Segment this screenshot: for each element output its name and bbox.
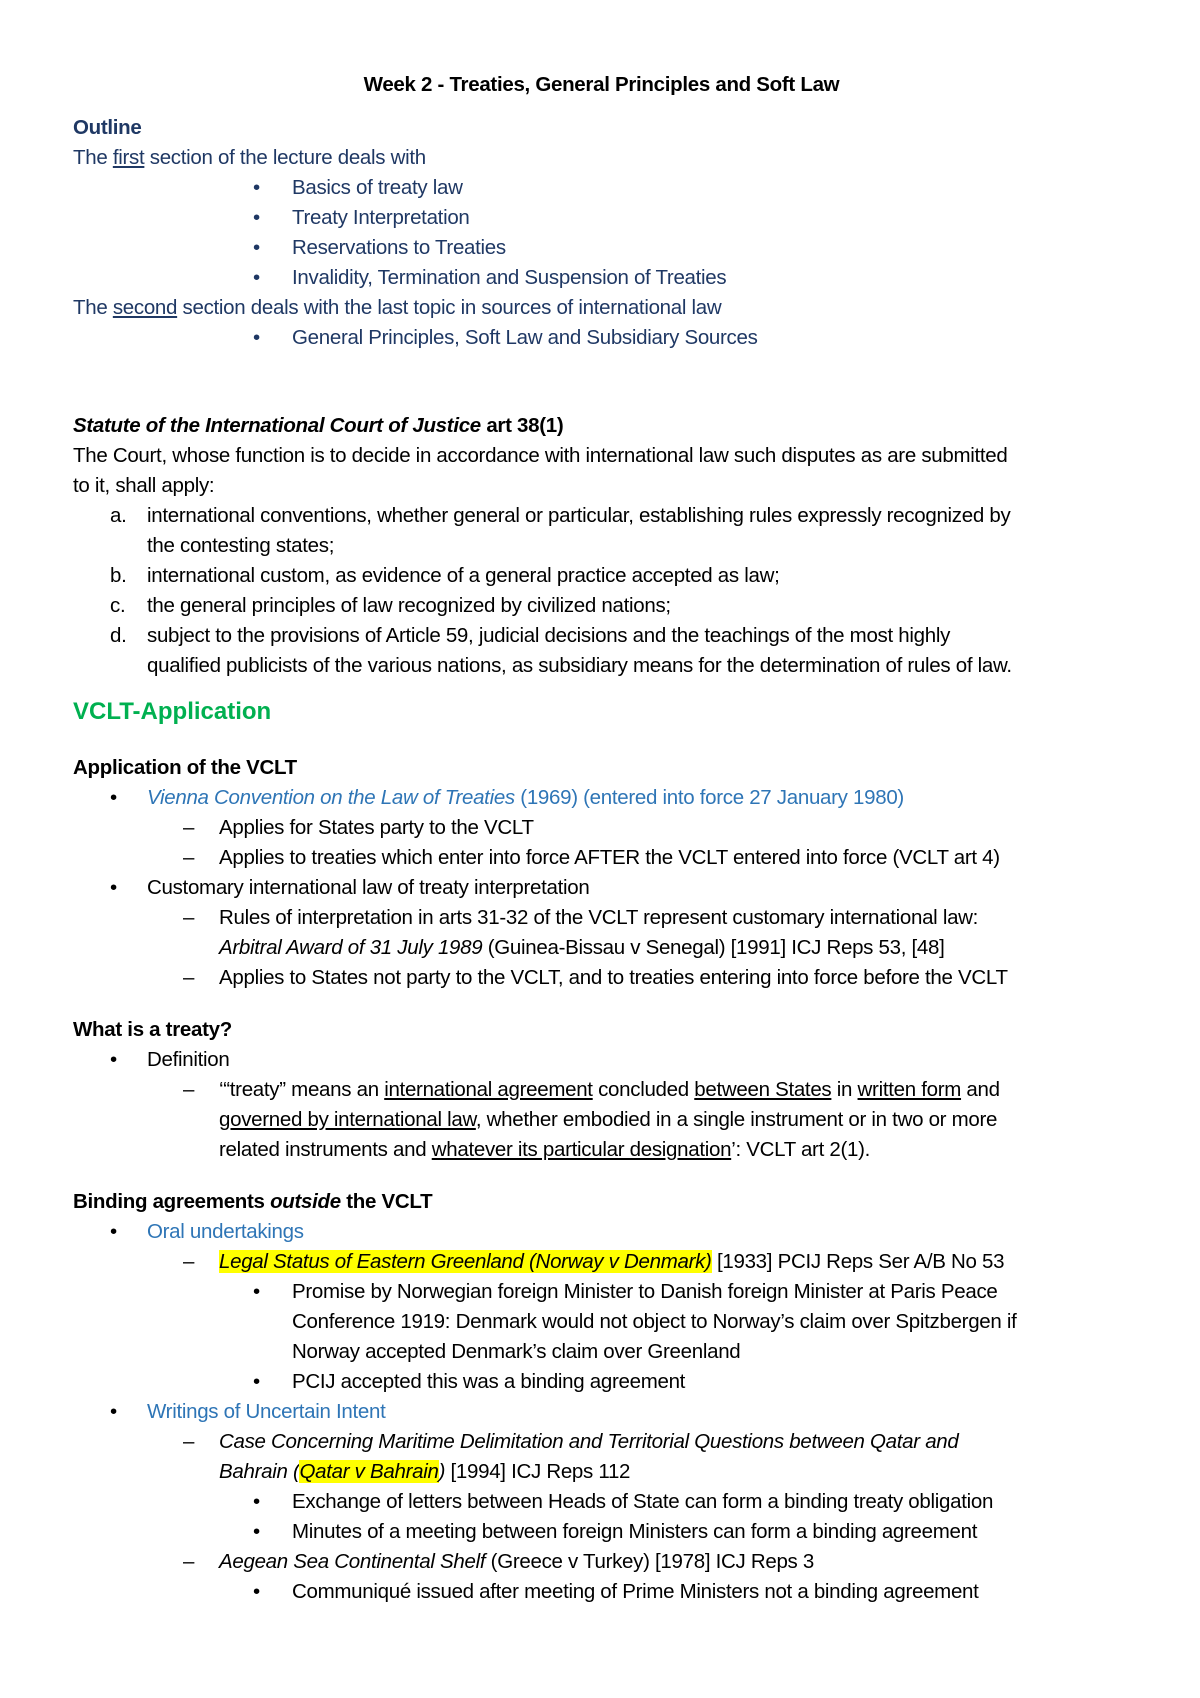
spacer [73, 353, 1130, 411]
text: The [73, 296, 113, 319]
text: General Principles, Soft Law and Subsidiary Sources [292, 326, 758, 349]
list-item-continuation [73, 933, 1130, 963]
list-item-continuation: Norway accepted Denmark’s claim over Greenland [292, 1340, 741, 1363]
text: Applies to States not party to the VCLT, and to treaties entering into force before the VCLT [219, 966, 1008, 989]
treaty-heading: What is a treaty? [73, 1018, 232, 1041]
text: Promise by Norwegian foreign Minister to Danish foreign Minister at Paris Peace [292, 1280, 998, 1303]
list-item [73, 561, 1130, 591]
list-item [73, 903, 1130, 933]
text: concluded [592, 1078, 695, 1101]
list-item-continuation: the contesting states; [147, 534, 335, 557]
dash-icon: – [183, 966, 195, 989]
list-item [73, 1217, 1130, 1247]
list-item [73, 263, 1130, 293]
text: Applies for States party to the VCLT [219, 816, 534, 839]
text: Statute of the International Court of Justice [73, 414, 481, 437]
statute-heading [73, 411, 1130, 441]
bullet-icon: • [253, 176, 260, 199]
list-marker: b. [110, 564, 127, 587]
text: Reservations to Treaties [292, 236, 506, 259]
dash-icon: – [183, 1250, 195, 1273]
highlighted-case-name: Legal Status of Eastern Greenland (Norway v Denmark) [219, 1250, 712, 1273]
bullet-icon: • [110, 1048, 117, 1071]
text: ‘“treaty” means an [219, 1078, 385, 1101]
bullet-icon: • [253, 236, 260, 259]
text: subject to the provisions of Article 59, judicial decisions and the teachings of the most highly [147, 624, 951, 647]
dash-icon: – [183, 1550, 195, 1573]
text: Rules of interpretation in arts 31-32 of the VCLT represent customary international law: [219, 906, 979, 929]
bullet-icon: • [110, 876, 117, 899]
text: second [112, 296, 178, 319]
text: Invalidity, Termination and Suspension of Treaties [292, 266, 727, 289]
dash-icon: – [183, 846, 195, 869]
list-item-continuation [73, 1105, 1130, 1135]
text: (1969) (entered into force 27 January 1980) [514, 786, 904, 809]
bullet-icon: • [110, 1400, 117, 1423]
text: whatever its particular designation [431, 1138, 732, 1161]
statute-intro: to it, shall apply: [73, 474, 215, 497]
list-item [73, 1277, 1130, 1307]
document-title: Week 2 - Treaties, General Principles and Soft Law [363, 73, 840, 96]
list-item-continuation [73, 1135, 1130, 1165]
text: international conventions, whether general or particular, establishing rules expressly recognized by [147, 504, 1011, 527]
text: (Greece v Turkey) [1978] ICJ Reps 3 [485, 1550, 815, 1573]
text: Vienna Convention on the Law of Treaties [147, 786, 515, 809]
list-item [73, 873, 1130, 903]
text: Minutes of a meeting between foreign Ministers can form a binding agreement [292, 1520, 978, 1543]
text: Binding agreements [73, 1190, 271, 1213]
list-item [73, 813, 1130, 843]
bullet-icon: • [253, 1280, 260, 1303]
list-item [73, 1577, 1130, 1607]
dash-icon: – [183, 1078, 195, 1101]
list-item [73, 1517, 1130, 1547]
text: related instruments and [219, 1138, 432, 1161]
text: PCIJ accepted this was a binding agreement [292, 1370, 686, 1393]
list-item [73, 1397, 1130, 1427]
list-item [73, 1367, 1130, 1397]
text: Communiqué issued after meeting of Prime Ministers not a binding agreement [292, 1580, 979, 1603]
outline-heading: Outline [73, 116, 142, 139]
text: in [831, 1078, 858, 1101]
outline-first-list [73, 173, 1130, 293]
list-item [73, 1427, 1130, 1457]
text: section deals with the last topic in sources of international law [177, 296, 722, 319]
text: section of the lecture deals with [144, 146, 426, 169]
text: [1933] PCIJ Reps Ser A/B No 53 [711, 1250, 1005, 1273]
bullet-icon: • [253, 206, 260, 229]
list-item-continuation [73, 1457, 1130, 1487]
text: Oral undertakings [147, 1220, 304, 1243]
text: Basics of treaty law [292, 176, 463, 199]
bullet-icon: • [253, 1490, 260, 1513]
outline-second-intro [73, 293, 1130, 323]
list-item [73, 1487, 1130, 1517]
text: outside [270, 1190, 341, 1213]
list-item [73, 203, 1130, 233]
text: Exchange of letters between Heads of State can form a binding treaty obligation [292, 1490, 994, 1513]
vclt-heading: VCLT-Application [73, 698, 272, 725]
text: art 38(1) [480, 414, 564, 437]
text: the VCLT [340, 1190, 433, 1213]
text: first [112, 146, 145, 169]
text: Arbitral Award of 31 July 1989 [219, 936, 483, 959]
bullet-icon: • [253, 326, 260, 349]
text: The [73, 146, 113, 169]
list-marker: d. [110, 624, 127, 647]
text: ) [438, 1460, 446, 1483]
list-item-continuation: qualified publicists of the various nations, as subsidiary means for the determination of rules of law. [147, 654, 1012, 677]
dash-icon: – [183, 1430, 195, 1453]
vclt-subheading: Application of the VCLT [73, 756, 297, 779]
highlighted-case-name: Qatar v Bahrain [299, 1460, 439, 1483]
list-item [73, 233, 1130, 263]
list-item [73, 501, 1130, 531]
text: Case Concerning Maritime Delimitation and Territorial Questions between Qatar and [219, 1430, 959, 1453]
bullet-icon: • [253, 266, 260, 289]
spacer [73, 993, 1130, 1015]
statute-list [73, 501, 1130, 681]
text: Aegean Sea Continental Shelf [219, 1550, 486, 1573]
text: Treaty Interpretation [292, 206, 470, 229]
list-item [73, 963, 1130, 993]
text: the general principles of law recognized by civilized nations; [147, 594, 671, 617]
text: (Guinea-Bissau v Senegal) [1991] ICJ Reps 53, [48] [482, 936, 945, 959]
text: [1994] ICJ Reps 112 [445, 1460, 631, 1483]
dash-icon: – [183, 816, 195, 839]
text: written form [857, 1078, 962, 1101]
text: between States [694, 1078, 832, 1101]
list-item [73, 1547, 1130, 1577]
text: ’: VCLT art 2(1). [731, 1138, 871, 1161]
text: governed by international law [219, 1108, 476, 1131]
text: Writings of Uncertain Intent [147, 1400, 386, 1423]
list-item [73, 591, 1130, 621]
text: Applies to treaties which enter into force AFTER the VCLT entered into force (VCLT art 4) [219, 846, 1000, 869]
bullet-icon: • [253, 1580, 260, 1603]
binding-heading [73, 1187, 1130, 1217]
bullet-icon: • [110, 1220, 117, 1243]
text: , whether embodied in a single instrument or in two or more [475, 1108, 998, 1131]
statute-intro: The Court, whose function is to decide in accordance with international law such disputes as are submitted [73, 444, 1008, 467]
text: international agreement [384, 1078, 593, 1101]
list-marker: c. [110, 594, 126, 617]
list-item [73, 1045, 1130, 1075]
text: international custom, as evidence of a general practice accepted as law; [147, 564, 780, 587]
bullet-icon: • [253, 1370, 260, 1393]
text: Bahrain ( [219, 1460, 300, 1483]
text: Customary international law of treaty interpretation [147, 876, 590, 899]
spacer [73, 1165, 1130, 1187]
list-item [73, 1247, 1130, 1277]
outline-first-intro [73, 143, 1130, 173]
treaty-definition [73, 1075, 1130, 1105]
text: Definition [147, 1048, 230, 1071]
list-marker: a. [110, 504, 127, 527]
list-item [73, 173, 1130, 203]
list-item [73, 621, 1130, 651]
dash-icon: – [183, 906, 195, 929]
text: and [961, 1078, 1000, 1101]
list-item [73, 783, 1130, 813]
list-item-continuation: Conference 1919: Denmark would not object to Norway’s claim over Spitzbergen if [292, 1310, 1017, 1333]
bullet-icon: • [253, 1520, 260, 1543]
list-item [73, 323, 1130, 353]
bullet-icon: • [110, 786, 117, 809]
list-item [73, 843, 1130, 873]
